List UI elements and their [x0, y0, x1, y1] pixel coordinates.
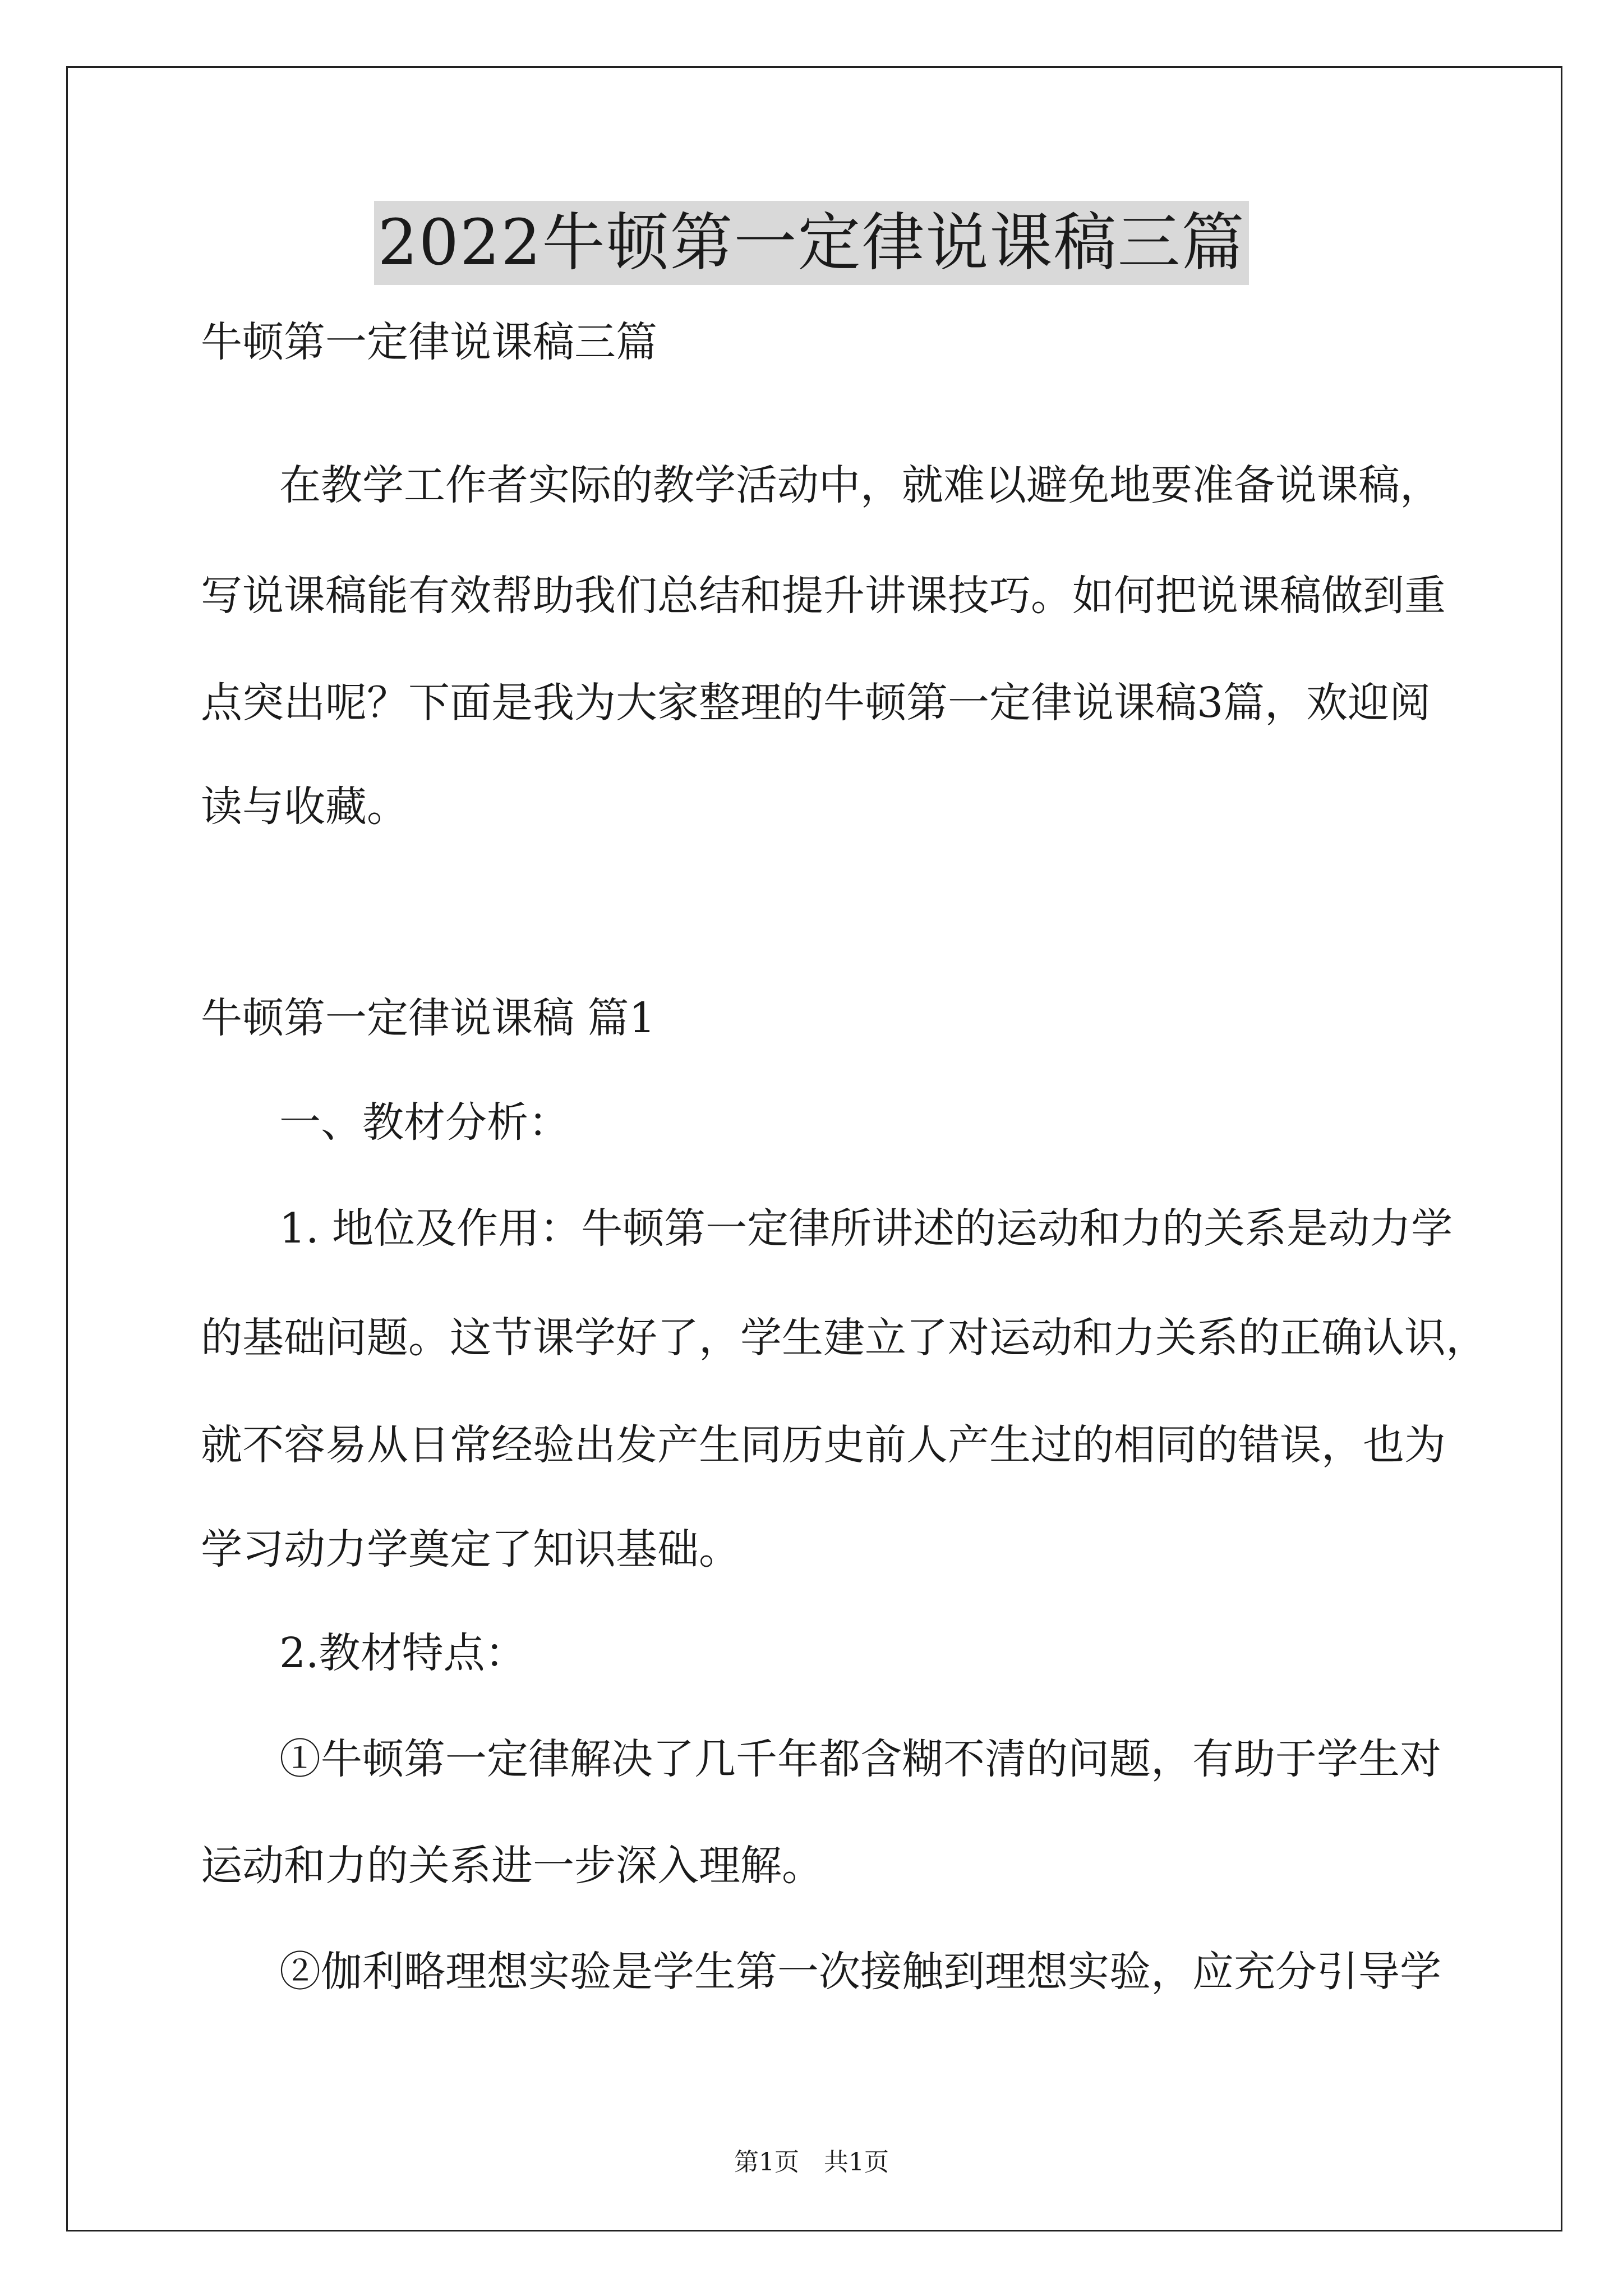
paragraph-line: 在教学工作者实际的教学活动中，就难以避免地要准备说课稿， — [279, 461, 1441, 509]
paragraph-line: 就不容易从日常经验出发产生同历史前人产生过的相同的错误，也为 — [201, 1421, 1446, 1469]
paragraph-line: 写说课稿能有效帮助我们总结和提升讲课技巧。如何把说课稿做到重 — [201, 572, 1446, 620]
paragraph-line: ①牛顿第一定律解决了几千年都含糊不清的问题，有助于学生对 — [279, 1735, 1441, 1783]
paragraph-line: 学习动力学奠定了知识基础。 — [201, 1525, 740, 1573]
paragraph-line: 读与收藏。 — [201, 783, 408, 831]
paragraph-line: 2.教材特点： — [279, 1629, 527, 1677]
paragraph-line: 点突出呢？下面是我为大家整理的牛顿第一定律说课稿3篇，欢迎阅 — [201, 679, 1431, 727]
paragraph-line: 一、教材分析： — [279, 1098, 570, 1147]
section-heading: 牛顿第一定律说课稿 篇1 — [201, 994, 656, 1042]
paragraph-line: 运动和力的关系进一步深入理解。 — [201, 1842, 823, 1890]
paragraph-line: ②伽利略理想实验是学生第一次接触到理想实验，应充分引导学 — [279, 1948, 1441, 1996]
document-title[interactable]: 2022牛顿第一定律说课稿三篇 — [374, 201, 1248, 285]
paragraph-line: 1. 地位及作用：牛顿第一定律所讲述的运动和力的关系是动力学 — [279, 1204, 1453, 1253]
subtitle-line: 牛顿第一定律说课稿三篇 — [201, 318, 657, 366]
page-footer: 第1页 共1页 — [734, 2148, 889, 2177]
paragraph-line: 的基础问题。这节课学好了，学生建立了对运动和力关系的正确认识， — [201, 1314, 1487, 1362]
title-container — [0, 201, 1623, 285]
